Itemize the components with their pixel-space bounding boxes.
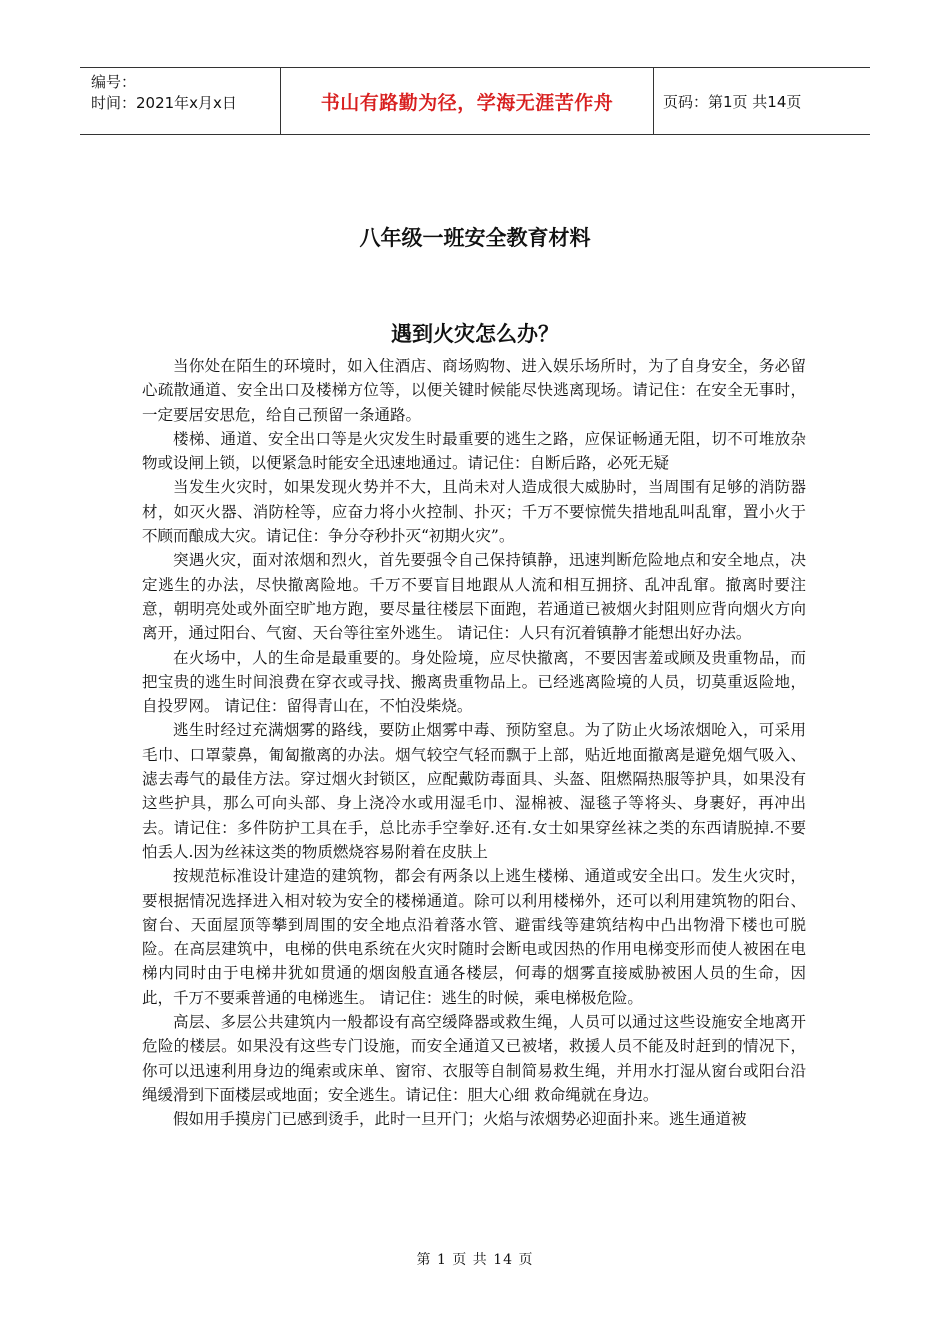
body-paragraph: 按规范标准设计建造的建筑物，都会有两条以上逃生楼梯、通道或安全出口。发生火灾时，要根据情况选择进入相对较为安全的楼梯通道。除可以利用楼梯外，还可以利用建筑物的阳台、窗台、天面屋顶等攀到周围的安全地点沿着落水管、避雷线等建筑结构中凸出物滑下楼也可脱险。在高层建筑中，电梯的供电系统在火灾时随时会断电或因热的作用电梯变形而使人被困在电梯内同时由于电梯井犹如贯通的烟囱般直通各楼层，何毒的烟雾直接威胁被困人员的生命，因此，千万不要乘普通的电梯逃生。 请记住：逃生的时候，乘电梯极危险。 (142, 867, 806, 1007)
page-footer: 第 1 页 共 14 页 (416, 1252, 534, 1268)
header-page-info: 页码：第1页 共14页 (663, 92, 802, 111)
body-paragraph: 假如用手摸房门已感到烫手，此时一旦开门；火焰与浓烟势必迎面扑来。逃生通道被 (173, 1110, 747, 1129)
header-number-label: 编号： (91, 73, 137, 91)
body-paragraph: 当你处在陌生的环境时，如入住酒店、商场购物、进入娱乐场所时，为了自身安全，务必留心疏散通道、安全出口及楼梯方位等，以便关键时候能尽快逃离现场。请记住：在安全无事时，一定要居安思危，给自己预留一条通路。 (142, 357, 806, 424)
body-paragraph: 高层、多层公共建筑内一般都设有高空缓降器或救生绳，人员可以通过这些设施安全地离开危险的楼层。如果没有这些专门设施，而安全通道又已被堵，救援人员不能及时赶到的情况下，你可以迅速利用身边的绳索或床单、窗帘、衣服等自制简易救生绳，并用水打湿从窗台或阳台沿绳缓滑到下面楼层或地面；安全逃生。请记住：胆大心细 救命绳就在身边。 (142, 1013, 806, 1104)
body-paragraph: 突遇火灾，面对浓烟和烈火，首先要强令自己保持镇静，迅速判断危险地点和安全地点，决定逃生的办法，尽快撤离险地。千万不要盲目地跟从人流和相互拥挤、乱冲乱窜。撤离时要注意，朝明亮处或外面空旷地方跑，要尽量往楼层下面跑，若通道已被烟火封阻则应背向烟火方向离开，通过阳台、气窗、天台等往室外逃生。 请记住：人只有沉着镇静才能想出好办法。 (142, 551, 806, 643)
body-paragraph: 楼梯、通道、安全出口等是火灾发生时最重要的逃生之路，应保证畅通无阻，切不可堆放杂物或设闸上锁，以便紧急时能安全迅速地通过。请记住：自断后路，必死无疑 (142, 429, 806, 473)
body-paragraph: 逃生时经过充满烟雾的路线，要防止烟雾中毒、预防窒息。为了防止火场浓烟呛入，可采用毛巾、口罩蒙鼻，匍匐撤离的办法。烟气较空气轻而飘于上部，贴近地面撤离是避免烟气吸入、滤去毒气的最佳方法。穿过烟火封锁区，应配戴防毒面具、头盔、阻燃隔热服等护具，如果没有这些护具，那么可向头部、身上浇冷水或用湿毛巾、湿棉被、湿毯子等将头、身裹好，再冲出去。请记住：多件防护工具在手，总比赤手空拳好.还有.女士如果穿丝袜之类的东西请脱掉.不要怕丢人.因为丝袜这类的物质燃烧容易附着在皮肤上 (142, 721, 806, 861)
header-date-label: 时间：2021年x月x日 (91, 94, 237, 112)
header-meta (80, 68, 281, 134)
body-paragraph: 当发生火灾时，如果发现火势并不大，且尚未对人造成很大威胁时，当周围有足够的消防器材，如灭火器、消防栓等，应奋力将小火控制、扑灭；千万不要惊慌失措地乱叫乱窜，置小火于不顾而酿成大灾。请记住：争分夺秒扑灭“初期火灾”。 (142, 478, 806, 546)
section-title: 遇到火灾怎么办？ (391, 322, 559, 346)
header-motto: 书山有路勤为径，学海无涯苦作舟 (281, 68, 654, 134)
document-body (142, 354, 806, 1132)
page-header (80, 67, 870, 135)
body-paragraph: 在火场中，人的生命是最重要的。身处险境，应尽快撤离，不要因害羞或顾及贵重物品，而把宝贵的逃生时间浪费在穿衣或寻找、搬离贵重物品上。已经逃离险境的人员，切莫重返险地，自投罗网。 请记住：留得青山在，不怕没柴烧。 (142, 648, 806, 716)
document-title: 八年级一班安全教育材料 (359, 226, 591, 250)
